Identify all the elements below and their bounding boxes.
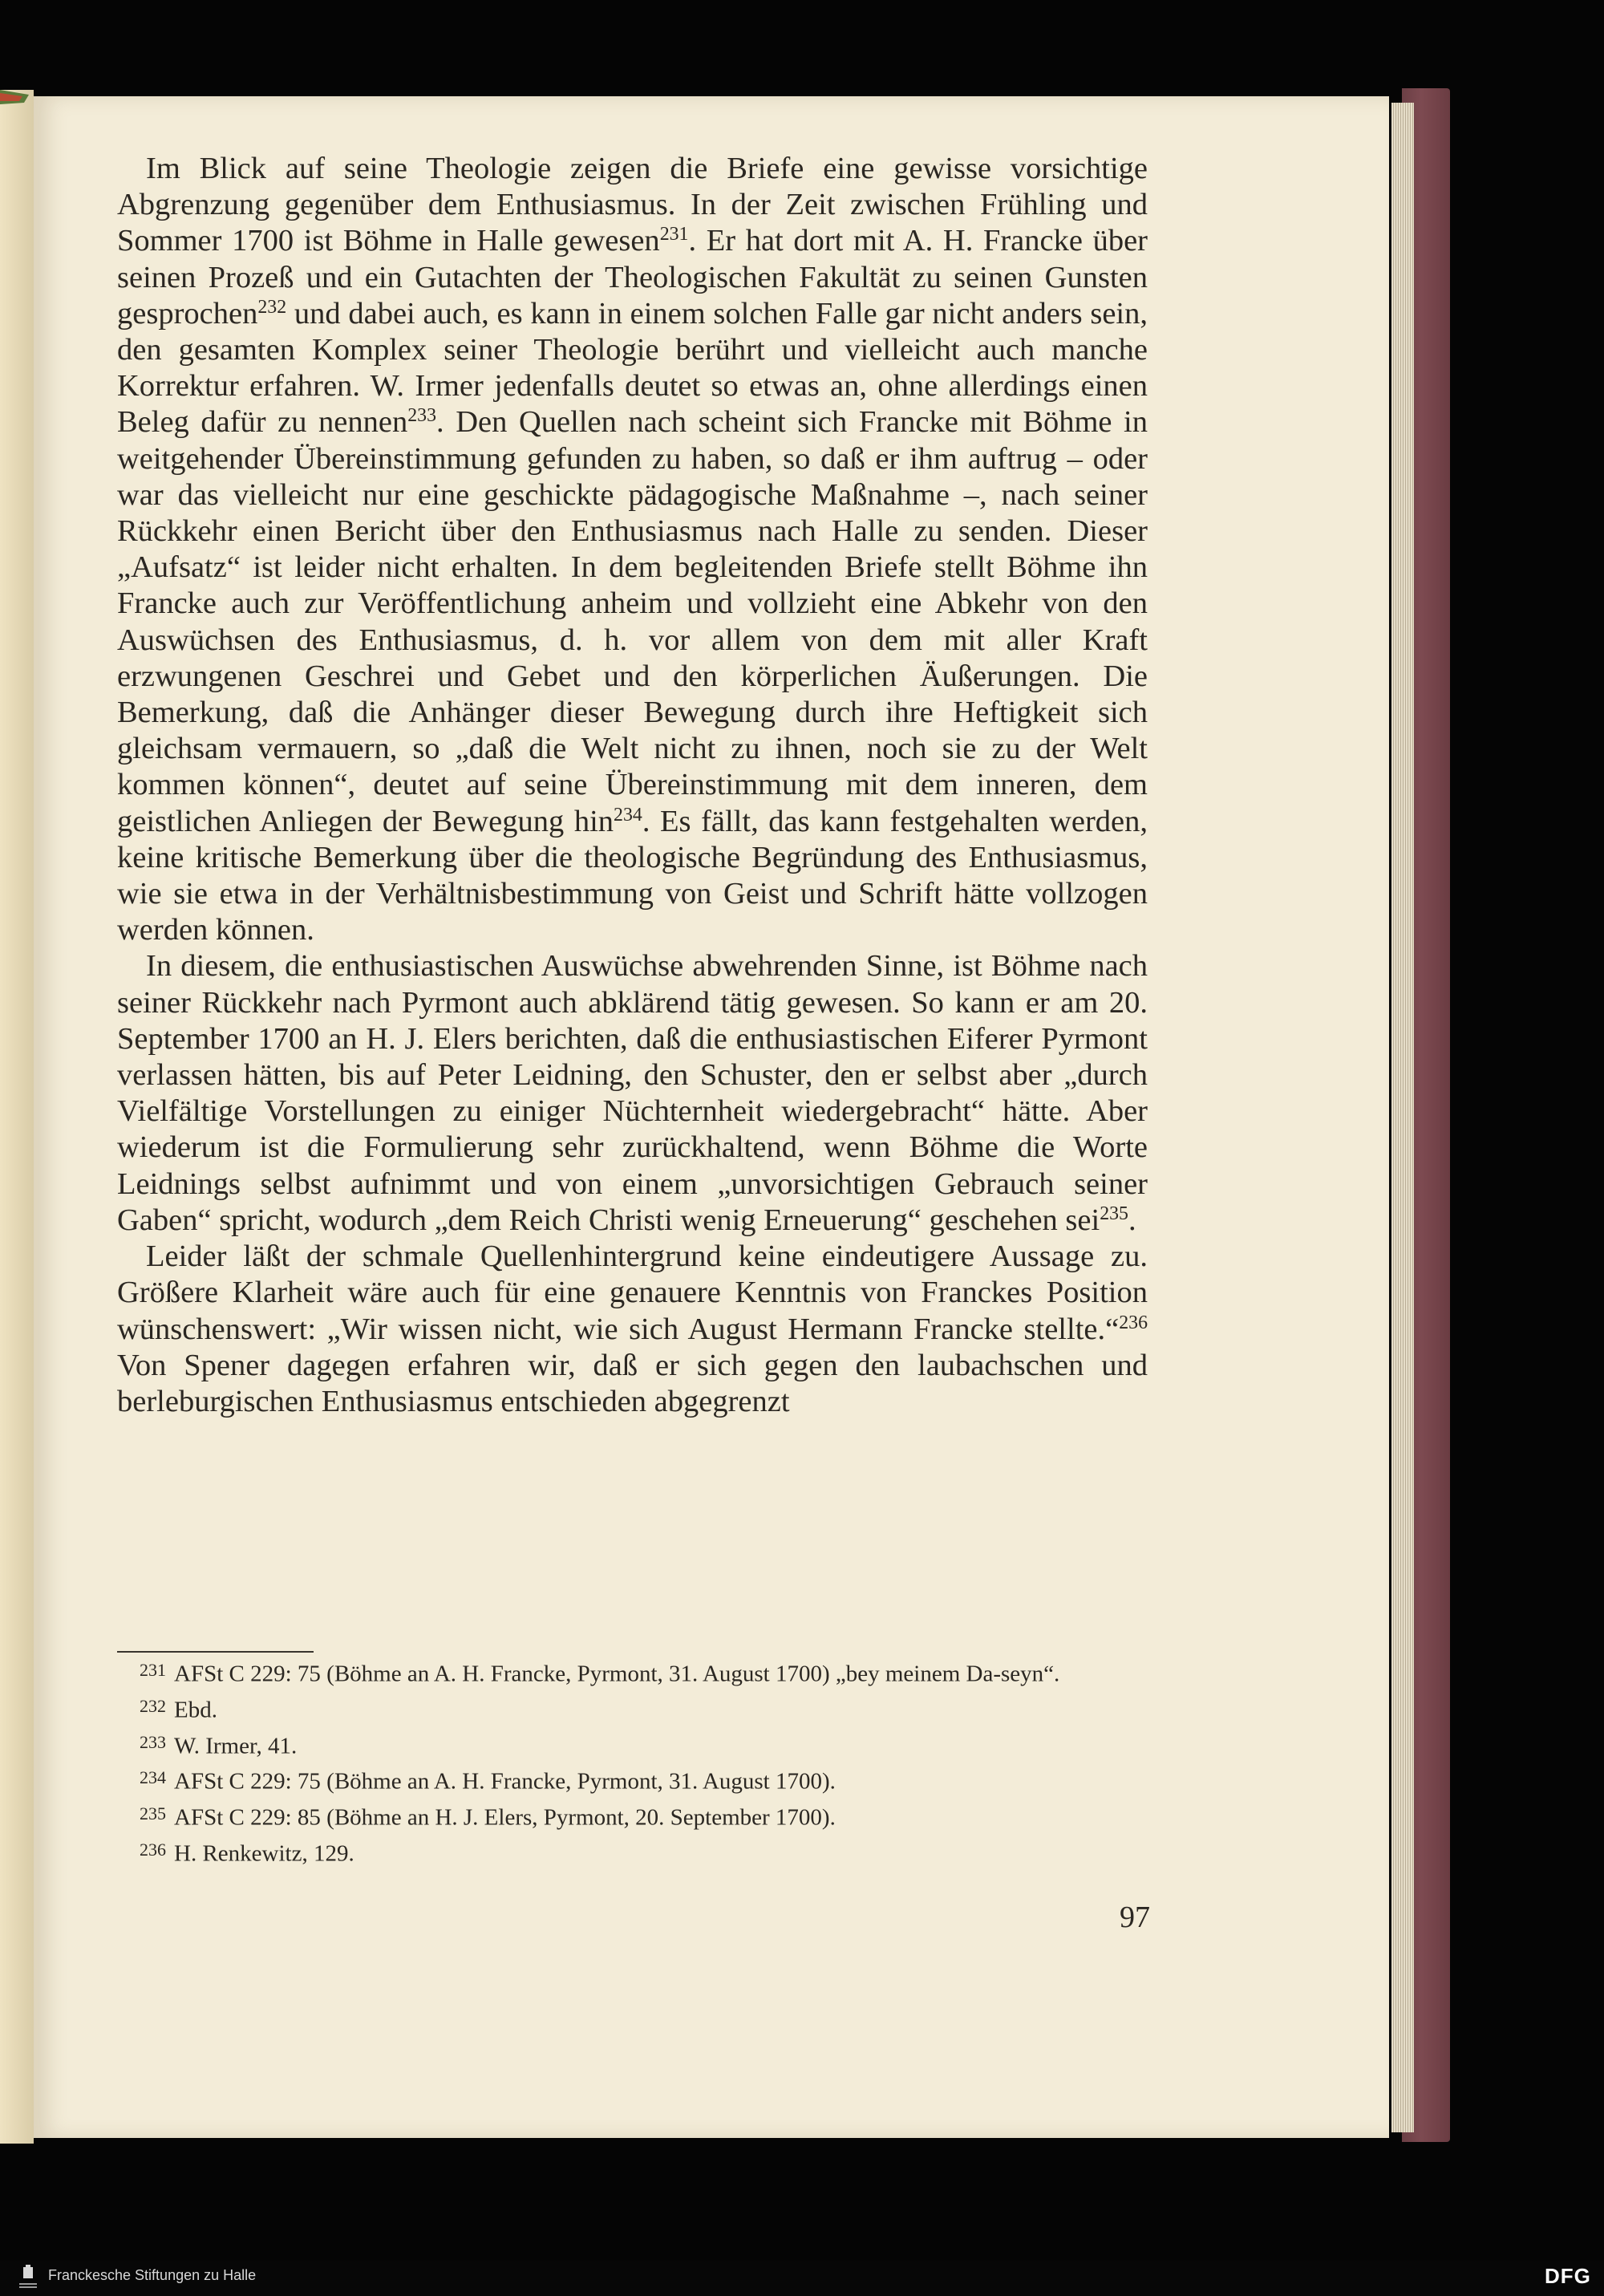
footnote-marker[interactable]: 231: [659, 224, 689, 245]
text-run: und dabei auch, es kann in einem solchen Falle gar nicht anders sein, den gesamten Komplex seiner Theologie berührt und vielleicht auch manche Korrektur erfahren. W. Irmer jedenfalls deutet so etwas an, ohne allerdings einen Beleg dafür zu nennen: [117, 296, 1148, 440]
footnote-number: 231: [140, 1660, 166, 1680]
text-run: . Es fällt, das kann festgehalten werden, keine kritische Bemerkung über die theologische Begründung des Enthusiasmus, wie sie etwa in der Verhältnisbestimmung von Geist und Schrift hätte vollzogen werden können.: [117, 804, 1148, 947]
footnote-number: 232: [140, 1695, 166, 1716]
footnote-marker[interactable]: 236: [1119, 1312, 1148, 1333]
footnote-text: H. Renkewitz, 129.: [174, 1840, 354, 1867]
footnote-marker[interactable]: 232: [257, 296, 287, 318]
body-text: [117, 151, 1148, 1420]
body-paragraph: [117, 151, 1148, 948]
footnote: [117, 1690, 1148, 1726]
facing-page-edge: [0, 90, 34, 2144]
footnote: [117, 1834, 1148, 1870]
footnote-text: Ebd.: [174, 1697, 217, 1723]
corner-ribbon-icon: [0, 87, 32, 111]
text-run: . Den Quellen nach scheint sich Francke mit Böhme in weitgehender Übereinstimmung gefunden zu haben, so daß er ihm auftrug – oder war das vielleicht nur eine geschickte pädagogische Maßnahme –, nach seiner Rückkehr einen Bericht über den Enthusiasmus nach Halle zu senden. Dieser „Aufsatz“ ist leider nicht erhalten. In dem begleitenden Briefe stellt Böhme ihn Francke auch zur Veröffentlichung anheim und vollzieht eine Abkehr von den Auswüchsen des Enthusiasmus, d. h. vor allem von dem mit aller Kraft erzwungenen Geschrei und Gebet und den körperlichen Äußerungen. Die Bemerkung, daß die Anhänger dieser Bewegung durch ihre Heftigkeit sich gleichsam vermauern, so „daß die Welt nicht zu ihnen, noch sie zu der Welt kommen können“, deutet auf seine Übereinstimmung mit dem inneren, dem geistlichen Anliegen der Bewegung hin: [117, 405, 1148, 838]
institution-name[interactable]: Franckesche Stiftungen zu Halle: [48, 2267, 257, 2283]
institution-crest-icon[interactable]: [16, 2264, 40, 2291]
footnote-number: 233: [140, 1731, 166, 1752]
text-run: Im Blick auf seine Theologie zeigen die Briefe eine gewisse vorsichtige Abgrenzung gegenüber dem Enthusiasmus. In der Zeit zwischen Frühling und Sommer 1700 ist Böhme in Halle gewesen: [117, 152, 1148, 258]
footnote-marker[interactable]: 234: [614, 804, 642, 826]
footnote-divider: [117, 1651, 314, 1653]
footnote-marker[interactable]: 235: [1100, 1203, 1128, 1224]
text-run: Von Spener dagegen erfahren wir, daß er sich gegen den laubachschen und berleburgischen Enthusiasmus entschieden abgegrenzt: [117, 1348, 1148, 1418]
footnote-text: AFSt C 229: 75 (Böhme an A. H. Francke, Pyrmont, 31. August 1700) „bey meinem Da-seyn“.: [174, 1661, 1060, 1687]
body-paragraph: [117, 948, 1148, 1239]
page-number: 97: [1120, 1900, 1150, 1934]
body-paragraph: [117, 1239, 1148, 1420]
text-run: In diesem, die enthusiastischen Auswüchse abwehrenden Sinne, ist Böhme nach seiner Rückkehr nach Pyrmont auch abklärend tätig gewesen. So kann er am 20. September 1700 an H. J. Elers berichten, daß die enthusiastischen Eiferer Pyrmont verlassen hätten, bis auf Peter Leidning, den Schuster, den er selbst aber „durch Vielfältige Vorstellungen zu einiger Nüchternheit wiedergebracht“ hätte. Aber wiederum ist die Formulierung sehr zurückhaltend, wenn Böhme die Worte Leidnings selbst aufnimmt und von einem „unvorsichtigen Gebrauch seiner Gaben“ spricht, wodurch „dem Reich Christi wenig Erneuerung“ geschehen sei: [117, 949, 1148, 1237]
text-run: .: [1128, 1203, 1136, 1237]
text-run: Leider läßt der schmale Quellenhintergrund keine eindeutigere Aussage zu. Größere Klarheit wäre auch für eine genauere Kenntnis von Franckes Position wünschenswert: „Wir wissen nicht, wie sich August Hermann Francke stellte.“: [117, 1239, 1148, 1346]
text-run: . Er hat dort mit A. H. Francke über seinen Prozeß und ein Gutachten der Theologischen Fakultät zu seinen Gunsten gesprochen: [117, 224, 1148, 331]
dfg-logo[interactable]: DFG: [1545, 2264, 1591, 2288]
footnote-number: 236: [140, 1839, 166, 1860]
footnotes: [117, 1654, 1148, 1870]
footnote-marker[interactable]: 233: [407, 405, 437, 427]
footnote-text: W. Irmer, 41.: [174, 1733, 298, 1759]
footnote-text: AFSt C 229: 75 (Böhme an A. H. Francke, Pyrmont, 31. August 1700).: [174, 1768, 836, 1795]
page-edges: [1391, 103, 1414, 2132]
footnote: [117, 1654, 1148, 1690]
footnote-number: 234: [140, 1767, 166, 1788]
footnote-text: AFSt C 229: 85 (Böhme an H. J. Elers, Pyrmont, 20. September 1700).: [174, 1804, 836, 1831]
footnote: [117, 1798, 1148, 1834]
footnote-number: 235: [140, 1803, 166, 1824]
footnote: [117, 1762, 1148, 1798]
footnote: [117, 1726, 1148, 1763]
